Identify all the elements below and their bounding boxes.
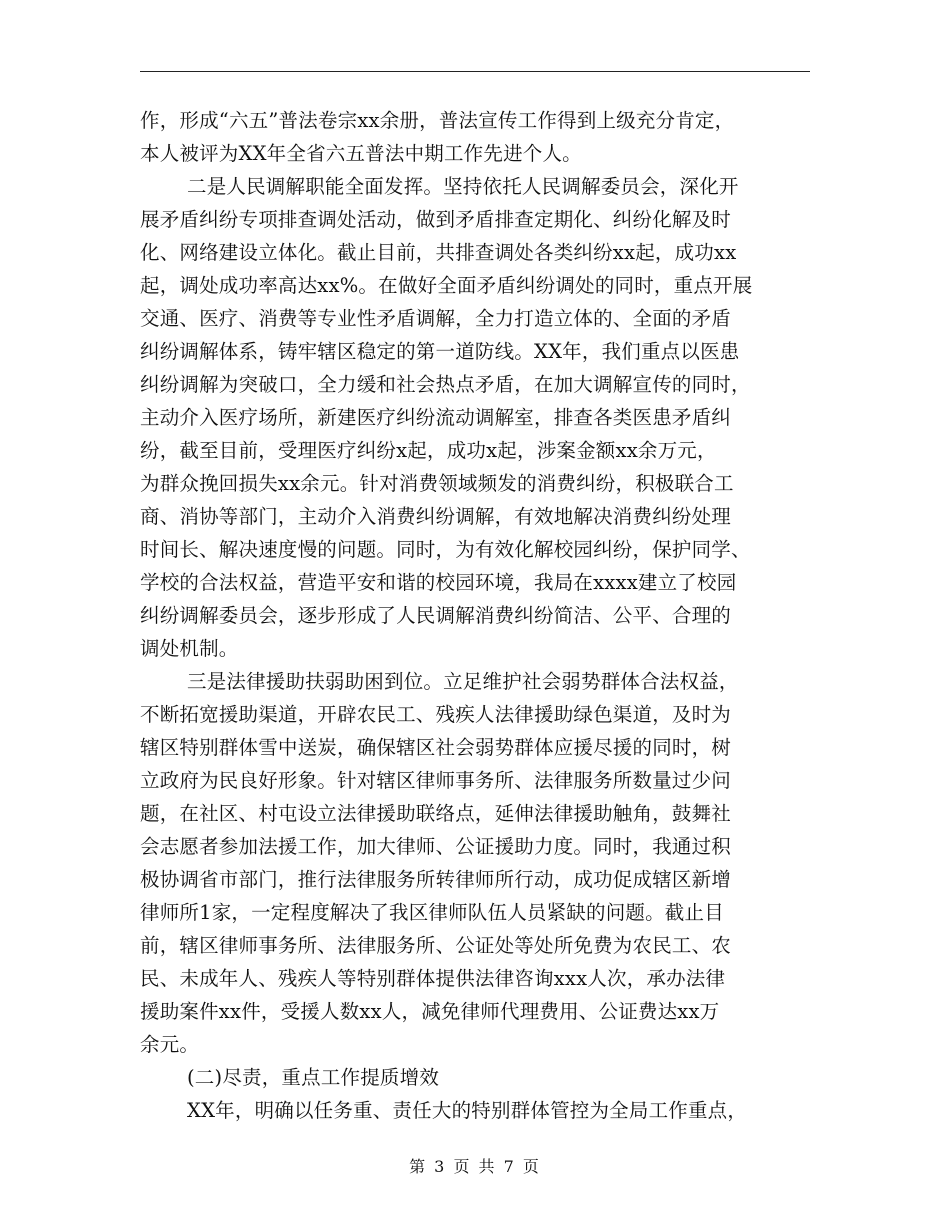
text-line: 为群众挽回损失xx余元。针对消费领域频发的消费纠纷，积极联合工 [140,472,734,495]
text-line: 纠纷调解委员会，逐步形成了人民调解消费纠纷简洁、公平、合理的 [140,604,732,627]
text-line: 商、消协等部门，主动介入消费纠纷调解，有效地解决消费纠纷处理 [140,505,732,528]
text-line: 学校的合法权益，营造平安和谐的校园环境，我局在xxxx建立了校园 [140,571,737,594]
text-line: 民、未成年人、残疾人等特别群体提供法律咨询xxx人次，承办法律 [140,967,726,990]
text-line: 辖区特别群体雪中送炭，确保辖区社会弱势群体应援尽援的同时，树 [140,736,732,759]
text-line: 援助案件xx件，受援人数xx人，减免律师代理费用、公证费达xx万 [140,1000,720,1023]
text-line: 会志愿者参加法援工作，加大律师、公证援助力度。同时，我通过积 [140,835,732,858]
text-line: 立政府为民良好形象。针对辖区律师事务所、法律服务所数量过少问 [140,769,732,792]
text-line: 时间长、解决速度慢的问题。同时，为有效化解校园纠纷，保护同学、 [140,538,751,561]
text-line: 调处机制。 [140,637,239,660]
text-line: 纠纷调解为突破口，全力缓和社会热点矛盾，在加大调解宣传的同时， [140,373,751,396]
text-line: 化、网络建设立体化。截止目前，共排查调处各类纠纷xx起，成功xx [140,241,737,264]
text-line: 不断拓宽援助渠道，开辟农民工、残疾人法律援助绿色渠道，及时为 [140,703,732,726]
text-line: 交通、医疗、消费等专业性矛盾调解，全力打造立体的、全面的矛盾 [140,307,732,330]
text-line: 余元。 [140,1033,200,1056]
text-line: 律师所1家，一定程度解决了我区律师队伍人员紧缺的问题。截止目 [140,901,724,924]
text-line: XX年，明确以任务重、责任大的特别群体管控为全局工作重点， [187,1099,748,1122]
text-line: 纠纷调解体系，铸牢辖区稳定的第一道防线。XX年，我们重点以医患 [140,340,740,363]
page-footer: 第 3 页 共 7 页 [409,1157,541,1176]
text-line: 纷，截至目前，受理医疗纠纷x起，成功x起，涉案金额xx余万元， [140,439,717,462]
text-line: (二)尽责，重点工作提质增效 [187,1066,440,1089]
text-line: 题，在社区、村屯设立法律援助联络点，延伸法律援助触角，鼓舞社 [140,802,732,825]
text-line: 起，调处成功率高达xx%。在做好全面矛盾纠纷调处的同时，重点开展 [140,274,753,297]
text-line: 三是法律援助扶弱助困到位。立足维护社会弱势群体合法权益， [187,670,739,693]
text-line: 极协调省市部门，推行法律服务所转律师所行动，成功促成辖区新增 [140,868,732,891]
header-rule [140,71,810,72]
text-line: 二是人民调解职能全面发挥。坚持依托人民调解委员会，深化开 [187,175,739,198]
text-line: 作，形成“六五”普法卷宗xx余册，普法宣传工作得到上级充分肯定， [140,109,735,132]
text-line: 展矛盾纠纷专项排查调处活动，做到矛盾排查定期化、纠纷化解及时 [140,208,732,231]
text-line: 主动介入医疗场所，新建医疗纠纷流动调解室，排查各类医患矛盾纠 [140,406,732,429]
text-line: 前，辖区律师事务所、法律服务所、公证处等处所免费为农民工、农 [140,934,732,957]
text-line: 本人被评为XX年全省六五普法中期工作先进个人。 [140,142,582,165]
